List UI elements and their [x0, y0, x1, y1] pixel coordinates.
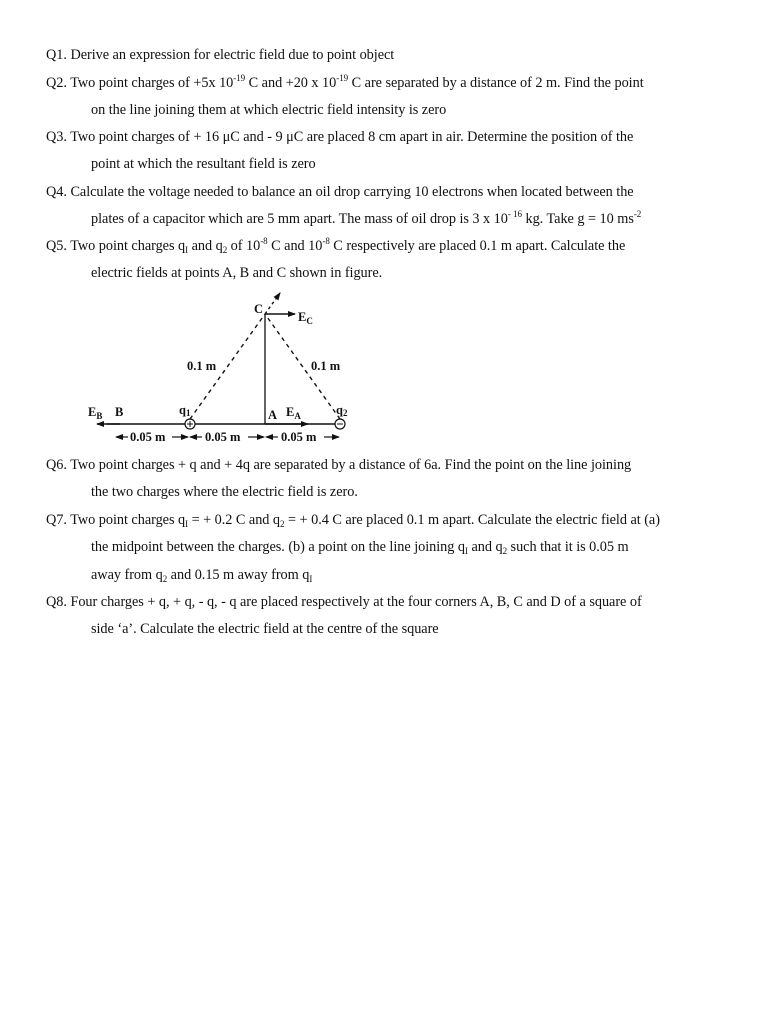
question-4: [46, 179, 736, 234]
subscript: I: [185, 519, 189, 529]
question-text: of 10: [227, 238, 261, 254]
label-ea: $E_A$: [286, 405, 301, 421]
svg-text:0.05 m: 0.05 m: [281, 430, 317, 444]
question-text: C are separated by a distance of 2 m. Find the point: [348, 75, 644, 91]
question-continuation: electric fields at points A, B and C shown in figure.: [91, 265, 383, 282]
svg-text:0.05 m: 0.05 m: [130, 430, 166, 444]
question-text: Derive an expression for electric field due to point object: [70, 47, 395, 63]
question-number: Q8.: [46, 594, 67, 610]
question-continuation: [46, 206, 736, 233]
question-text: the midpoint between the charges. (b) a point on the line joining q: [91, 539, 465, 556]
exponent: -8: [322, 236, 330, 246]
question-continuation: on the line joining them at which electric field intensity is zero: [91, 102, 447, 119]
dimension-2: [190, 430, 264, 444]
subscript: 2: [280, 519, 285, 529]
svg-text:0.05 m: 0.05 m: [205, 430, 241, 444]
question-text: = + 0.2 C and q: [188, 512, 281, 528]
label-left-distance: 0.1 m: [187, 359, 217, 373]
question-text: Calculate the voltage needed to balance an oil drop carrying 10 electrons when located between the: [70, 184, 634, 200]
question-text: = + 0.4 C are placed 0.1 m apart. Calculate the electric field at (a): [284, 512, 660, 528]
question-text: plates of a capacitor which are 5 mm apart. The mass of oil drop is 3 x 10: [91, 211, 508, 228]
exponent: -19: [233, 73, 246, 83]
exponent: -2: [633, 209, 642, 220]
label-q1: q1: [179, 403, 191, 418]
subscript: I: [464, 546, 468, 557]
subscript: 2: [222, 245, 228, 255]
question-text: C respectively are placed 0.1 m apart. Calculate the: [329, 238, 626, 254]
question-8: [46, 589, 736, 644]
label-a: A: [268, 408, 278, 422]
question-6: [46, 452, 736, 507]
charges-figure: [80, 287, 370, 457]
question-text: and q: [467, 539, 503, 556]
question-text: Two point charges + q and + 4q are separated by a distance of 6a. Find the point on the line joining: [70, 457, 632, 473]
question-1: [46, 42, 736, 69]
question-number: Q6.: [46, 457, 67, 473]
label-right-distance: 0.1 m: [311, 359, 341, 373]
question-7: [46, 507, 736, 589]
question-text: Two point charges of +5x 10: [70, 75, 234, 91]
dimension-1: [116, 430, 188, 444]
dimension-3: [266, 430, 339, 444]
subscript: 2: [502, 546, 508, 557]
label-c: C: [254, 302, 264, 316]
question-number: Q4.: [46, 184, 67, 200]
subscript: 2: [162, 573, 168, 584]
subscript: I: [309, 573, 313, 584]
question-text: C and 10: [267, 238, 323, 254]
resultant-field-arrow: [265, 293, 280, 314]
exponent: -8: [260, 236, 268, 246]
question-continuation: [46, 534, 736, 561]
question-continuation: point at which the resultant field is zero: [91, 156, 316, 173]
question-5: [46, 233, 736, 288]
question-text: Four charges + q, + q, - q, - q are placed respectively at the four corners A, B, C and D of a square of: [70, 594, 642, 610]
question-text: away from q: [91, 566, 163, 583]
label-ec: $E_C$: [298, 310, 313, 326]
q1-positive-charge: [185, 419, 195, 429]
question-text: and q: [188, 238, 223, 254]
label-eb: $E_B$: [88, 405, 103, 421]
question-number: Q7.: [46, 512, 67, 528]
exponent: - 16: [507, 209, 522, 220]
question-number: Q5.: [46, 238, 67, 254]
question-continuation: the two charges where the electric field is zero.: [91, 484, 358, 501]
label-b: B: [115, 405, 124, 419]
q2-negative-charge: [335, 419, 345, 429]
question-2: [46, 70, 736, 125]
question-3: [46, 124, 736, 179]
subscript: I: [185, 245, 189, 255]
question-text: kg. Take g = 10 ms: [521, 211, 634, 228]
question-text: such that it is 0.05 m: [507, 539, 629, 556]
question-continuation: side ‘a’. Calculate the electric field at the centre of the square: [91, 621, 439, 638]
question-text: Two point charges q: [70, 512, 186, 528]
question-continuation: [46, 562, 736, 589]
question-text: Two point charges q: [70, 238, 186, 254]
exponent: -19: [336, 73, 349, 83]
question-number: Q1.: [46, 47, 67, 63]
question-text: and 0.15 m away from q: [167, 566, 310, 583]
label-q2: q2: [336, 403, 348, 418]
question-number: Q3.: [46, 129, 67, 145]
question-number: Q2.: [46, 75, 67, 91]
question-text: C and +20 x 10: [245, 75, 337, 91]
question-text: Two point charges of + 16 μC and - 9 μC are placed 8 cm apart in air. Determine the position of the: [70, 129, 634, 145]
